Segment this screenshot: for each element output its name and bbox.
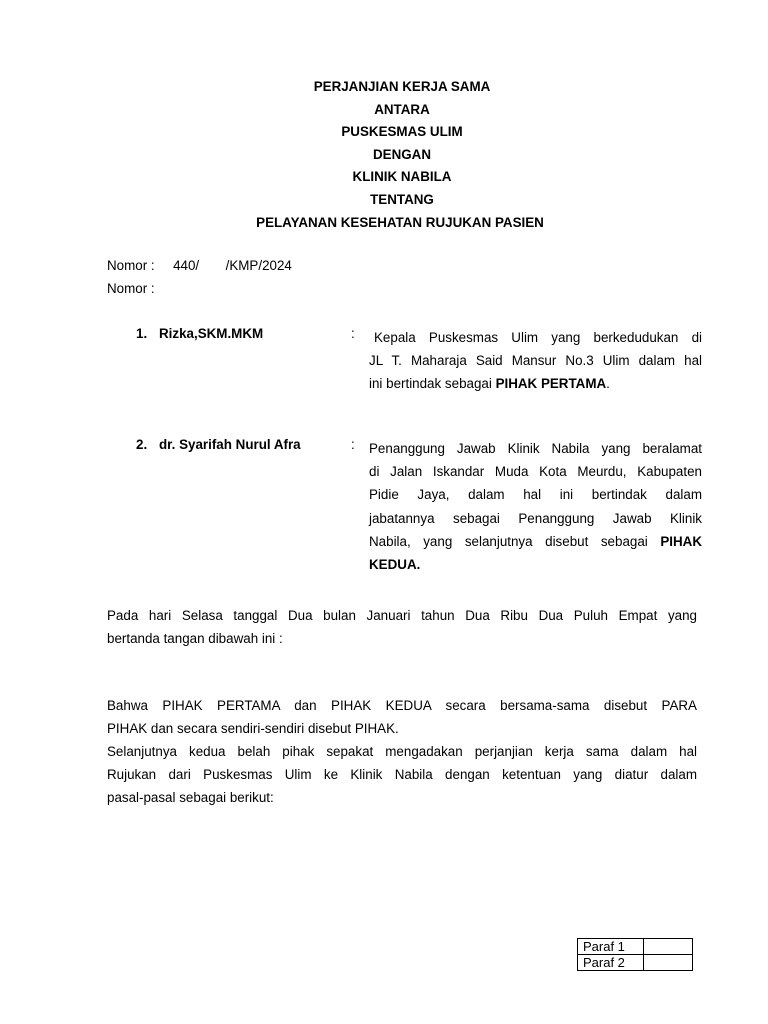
paraf-row-2 — [578, 955, 693, 971]
title-line-3: PUSKESMAS ULIM — [341, 124, 463, 140]
paraf-row-1 — [578, 939, 693, 955]
party-2-desc-line: Penanggung Jawab Klinik Nabila yang beralamat — [369, 441, 702, 456]
nomor-label-1: Nomor : — [107, 258, 155, 273]
party-2-desc-l5-pre: Nabila, yang selanjutnya disebut sebagai — [369, 533, 661, 549]
party-1-role: PIHAK PERTAMA — [495, 376, 607, 392]
paraf-2-label: Paraf 2 — [578, 955, 644, 971]
title-line-2: ANTARA — [374, 101, 430, 117]
party-1-desc-l3-pre: ini bertindak sebagai — [369, 376, 496, 392]
paragraph-date — [107, 604, 697, 650]
title-line-5: KLINIK NABILA — [352, 169, 452, 185]
title-line-4: DENGAN — [372, 146, 432, 162]
party-1-desc-l3-post: . — [606, 376, 610, 392]
paragraph-line: PIHAK dan secara sendiri-sendiri disebut PIHAK. — [107, 721, 399, 736]
party-2-number: 2. — [136, 437, 148, 452]
paraf-2-box — [644, 955, 693, 971]
paragraph-line: Rujukan dari Puskesmas Ulim ke Klinik Nabila dengan ketentuan yang diatur dalam — [107, 767, 697, 782]
nomor-value-b: /KMP/2024 — [225, 258, 292, 273]
paraf-1-label: Paraf 1 — [578, 939, 644, 955]
title-line-1: PERJANJIAN KERJA SAMA — [313, 79, 491, 94]
party-2-name: dr. Syarifah Nurul Afra — [159, 437, 301, 452]
party-2-desc-line — [369, 553, 702, 576]
party-2-desc-line: jabatannya sebagai Penanggung Jawab Klinik — [369, 510, 702, 526]
paragraph-line: Bahwa PIHAK PERTAMA dan PIHAK KEDUA secara bersama-sama disebut PARA — [107, 698, 697, 713]
party-1-desc-line — [369, 372, 702, 395]
party-1-number: 1. — [136, 326, 148, 341]
paragraph-line: Selanjutnya kedua belah pihak sepakat mengadakan perjanjian kerja sama dalam hal — [107, 744, 697, 759]
nomor-line-1 — [107, 257, 292, 275]
nomor-value-a: 440/ — [173, 258, 200, 273]
party-2-description — [369, 437, 702, 576]
title-line-7: PELAYANAN KESEHATAN RUJUKAN PASIEN — [256, 214, 544, 230]
party-2-colon: : — [351, 437, 355, 452]
party-1-colon: : — [351, 326, 355, 341]
paraf-1-box — [644, 939, 693, 955]
party-2-role-part1: PIHAK — [660, 533, 702, 549]
party-1-description — [369, 326, 702, 396]
party-2-role-part2: KEDUA. — [369, 557, 421, 573]
nomor-label-2: Nomor : — [107, 281, 155, 296]
party-2-desc-line: di Jalan Iskandar Muda Kota Meurdu, Kabupaten — [369, 464, 702, 480]
paragraph-line: bertanda tangan dibawah ini : — [107, 631, 283, 646]
paragraph-parties — [107, 694, 697, 809]
party-2-desc-line — [369, 530, 702, 553]
document-title — [0, 76, 768, 234]
paragraph-line: Pada hari Selasa tanggal Dua bulan Januari tahun Dua Ribu Dua Puluh Empat yang — [107, 608, 697, 623]
party-1-desc-line: JL T. Maharaja Said Mansur No.3 Ulim dalam hal — [369, 353, 702, 369]
nomor-line-2 — [107, 280, 155, 298]
paragraph-line: pasal-pasal sebagai berikut: — [107, 790, 274, 805]
party-1-name: Rizka,SKM.MKM — [159, 326, 264, 341]
paraf-table — [577, 938, 693, 971]
party-2-desc-line: Pidie Jaya, dalam hal ini bertindak dalam — [369, 487, 702, 503]
title-line-6: TENTANG — [370, 191, 434, 207]
party-1-desc-line: Kepala Puskesmas Ulim yang berkedudukan di — [374, 330, 702, 345]
